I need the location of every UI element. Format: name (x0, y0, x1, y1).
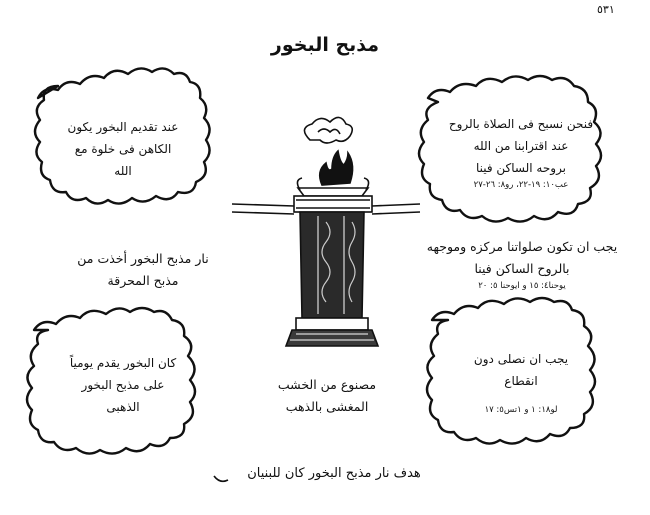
bottom-left-line-3: الذهبى (106, 400, 140, 414)
carrying-pole-right (372, 204, 420, 214)
top-right-line-1: فنحن نسبح فى الصلاة بالروح (448, 117, 594, 131)
top-left-line-1: عند تقديم البخور يكون (67, 120, 179, 134)
bottom-right-cloud-text (446, 348, 596, 416)
middle-right-reference: يوحنا٤: ١٥ و ايوحنا ٥: ٢٠ (478, 281, 566, 291)
bottom-left-line-2: على مذبح البخور (81, 378, 165, 392)
footer-caption: هدف نار مذبح البخور كان للبنيان (247, 466, 421, 481)
middle-right-line-1: يجب ان تكون صلواتنا مركزه وموجهه (426, 239, 618, 254)
top-right-cloud-text (436, 113, 606, 191)
middle-right-text (422, 236, 622, 292)
middle-right-line-2: بالروح الساكن فينا (474, 261, 570, 276)
bottom-left-cloud-text (48, 352, 198, 418)
carrying-pole-left (232, 204, 294, 214)
top-left-line-3: الله (114, 164, 132, 178)
top-left-cloud-text (48, 116, 198, 182)
center-caption-line-1: مصنوع من الخشب (277, 377, 377, 392)
center-caption-line-2: المغشى بالذهب (285, 399, 369, 414)
middle-left-text (58, 248, 228, 292)
middle-left-line-2: مذبح المحرقة (107, 273, 179, 288)
page-number: ٥٣١ (597, 3, 615, 16)
bottom-right-line-2: انقطاع (504, 374, 538, 388)
top-right-reference: عب١٠: ١٩-٢٢، رو٨: ٢٦-٢٧ (473, 180, 569, 190)
page-title: مذبح البخور (270, 34, 380, 56)
top-right-line-2: عند اقترابنا من الله (473, 139, 569, 153)
center-caption (262, 374, 392, 418)
bottom-left-line-1: كان البخور يقدم يومياً (69, 356, 177, 370)
top-left-line-2: الكاهن فى خلوة مع (74, 142, 172, 156)
middle-left-line-1: نار مذبح البخور أخذت من (77, 251, 209, 266)
flame (320, 151, 353, 185)
altar-illustration (232, 117, 420, 346)
altar-base (286, 330, 378, 346)
bottom-right-reference: لو١٨: ١ و ١تس٥: ١٧ (484, 405, 558, 415)
top-right-line-3: بروحه الساكن فينا (475, 161, 567, 175)
bottom-right-line-1: يجب ان نصلى دون (473, 352, 569, 366)
